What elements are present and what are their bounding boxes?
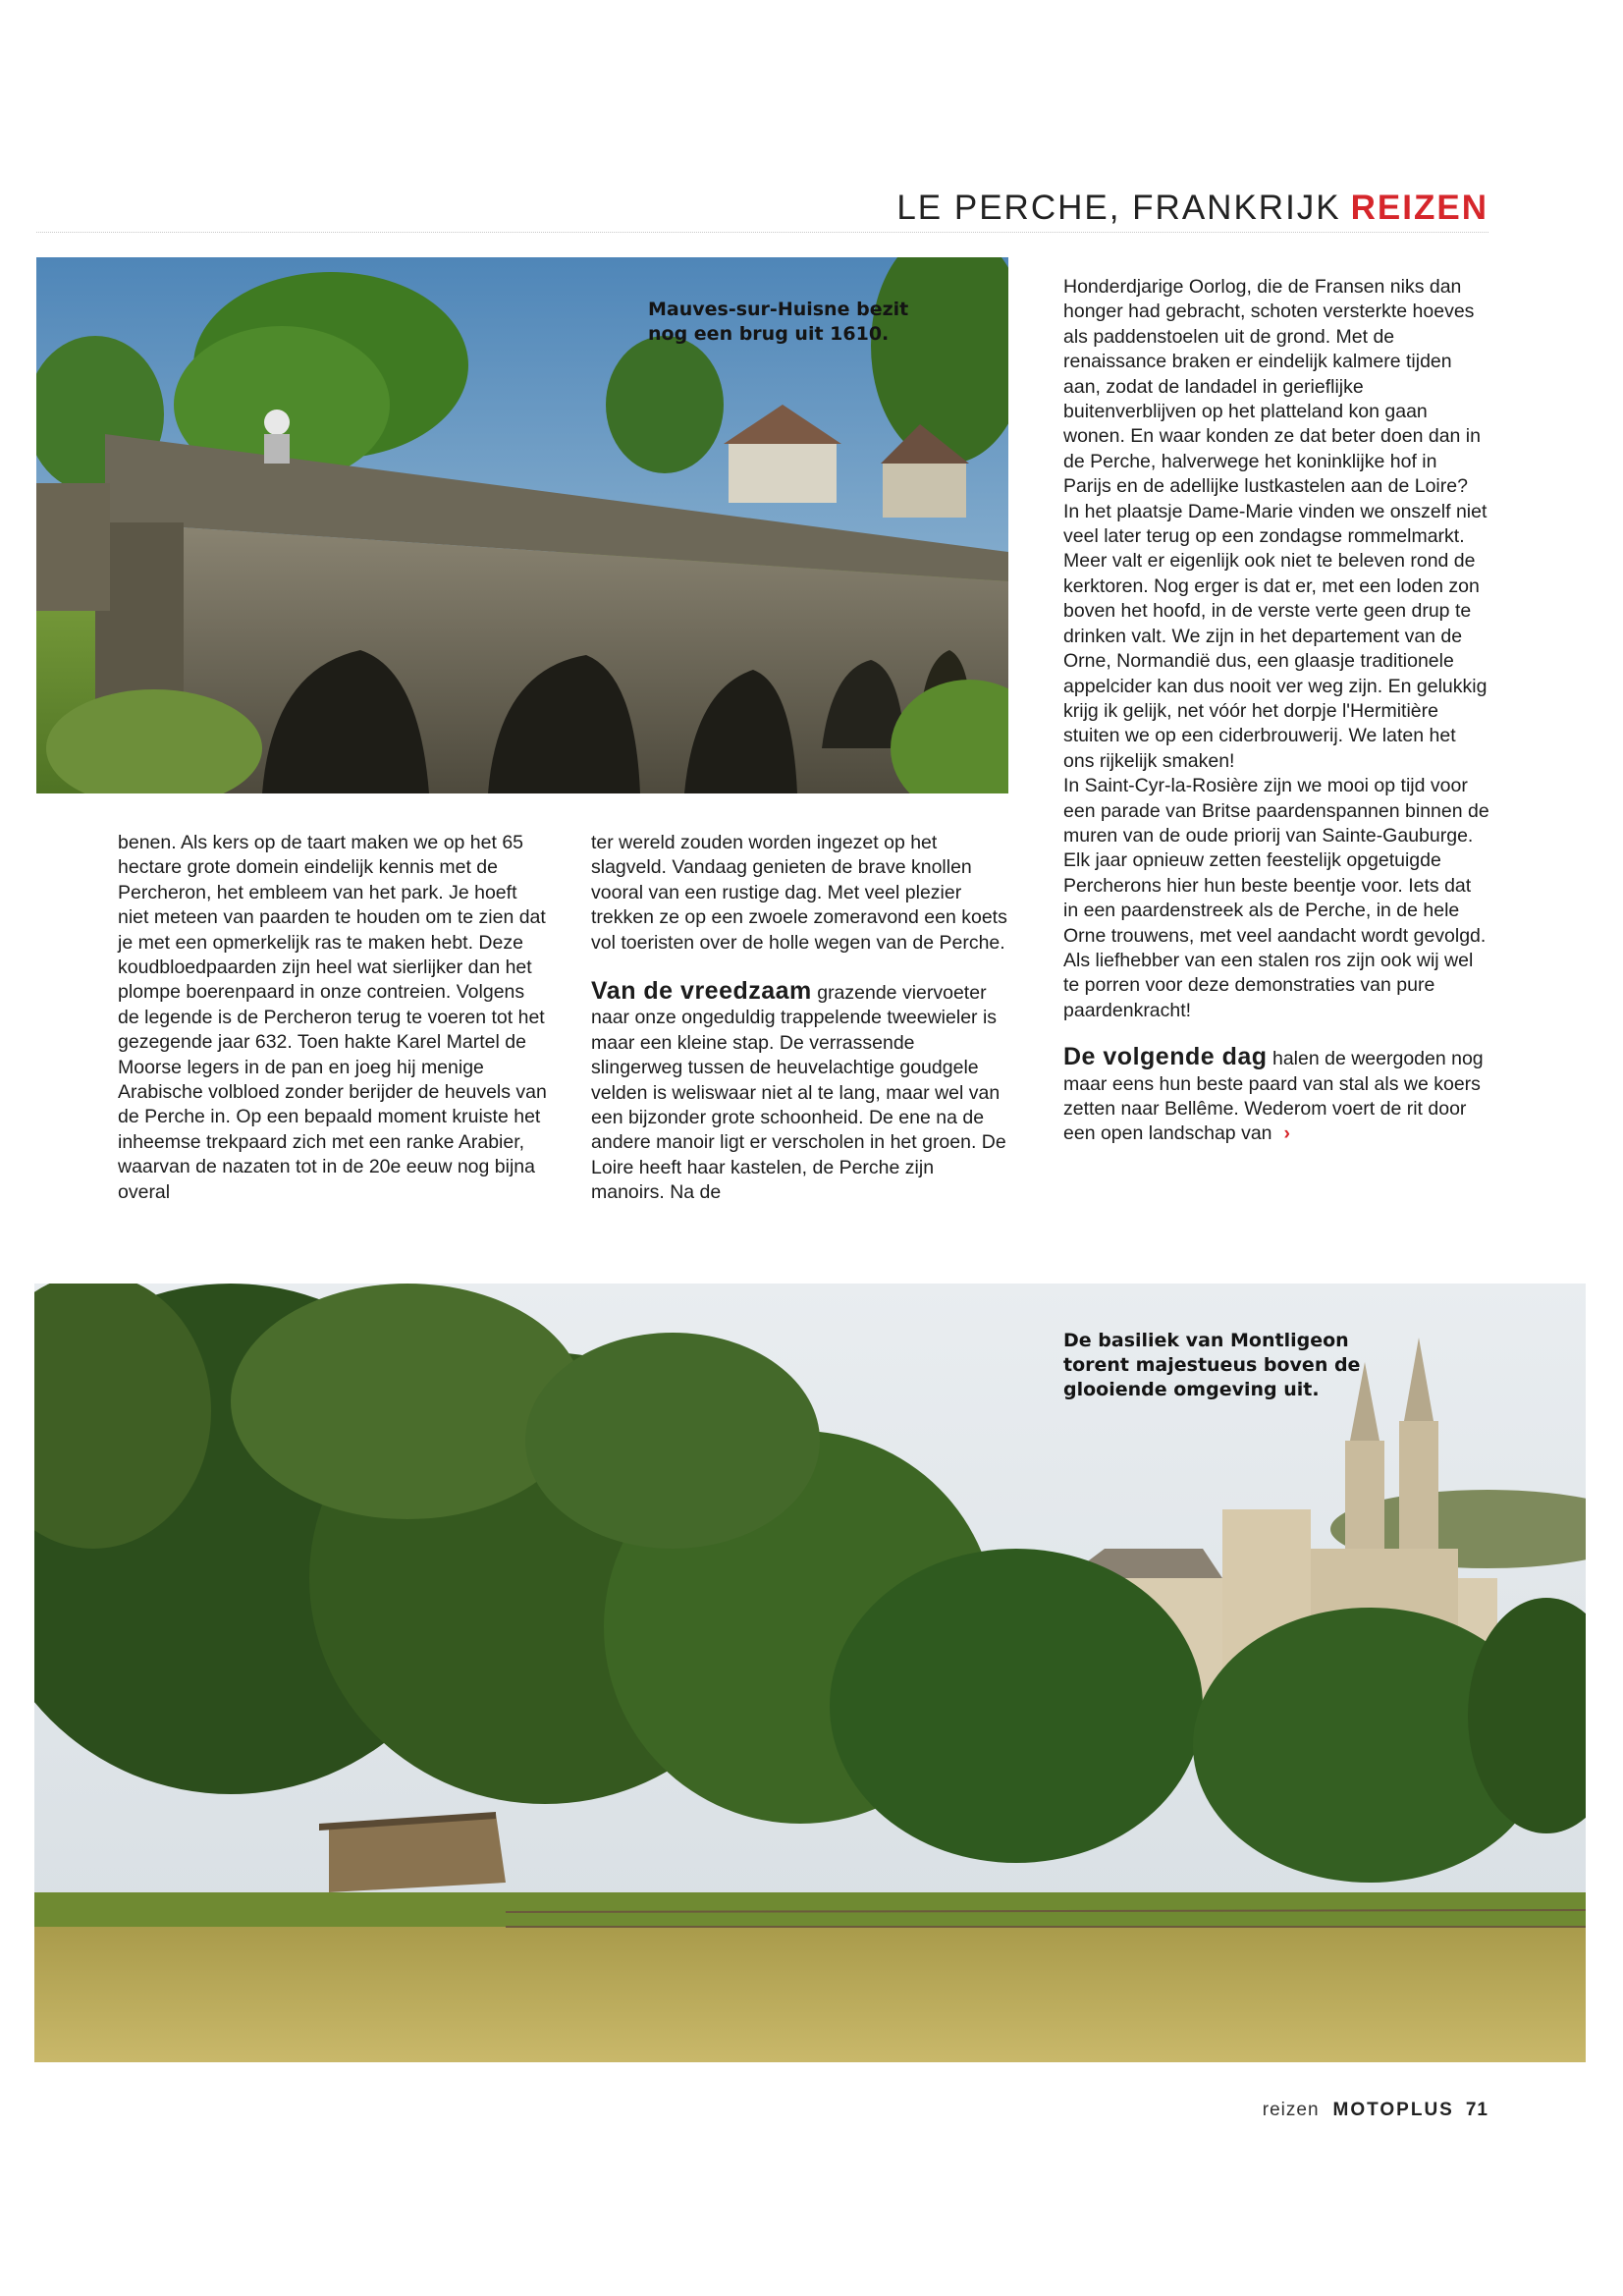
column-3-paragraph-4: [1063, 1045, 1489, 1147]
column-2-paragraph-1: ter wereld zouden worden ingezet op het slagveld. Vandaag genieten de brave knollen vooral van een rustige dag. Met veel plezier trekken ze op een zwoele zomeravond een koets vol toeristen over de holle wegen van de Perche.: [591, 832, 1007, 954]
header-place: LE PERCHE, FRANKRIJK: [896, 189, 1341, 227]
header-divider: [36, 232, 1488, 233]
footer-section: reizen: [1262, 2100, 1320, 2120]
column-2-paragraph-2: [591, 979, 1008, 1206]
column-3-paragraph-3: In Saint-Cyr-la-Rosière zijn we mooi op tijd voor een parade van Britse paardenspannen binnen de muren van de oude priorij van Sainte-Gauburge. Elk jaar opnieuw zetten feestelijk opgetuigde Percherons hier hun beste beentje voor. Iets dat in een paardenstreek als de Perche, in de hele Orne trouwens, met veel aandacht wordt gevolgd. Als liefhebber van een stalen ros zijn ook wij wel te porren voor deze demonstraties van pure paardenkracht!: [1063, 775, 1489, 1021]
page-number: 71: [1465, 2100, 1488, 2120]
column-3-body: halen de weergoden nog maar eens hun beste paard van stal als we koers zetten naar Bellême. Wederom voert de rit door een open landschap van: [1063, 1048, 1484, 1145]
column-2-lead: Van de vreedzaam: [591, 977, 812, 1006]
column-2-body: grazende viervoeter naar onze ongeduldig trappelende tweewieler is maar een kleine stap. De verrassende slingerweg tussen de heuvelachtige goudgele velden is weliswaar niet al te lang, maar wel van een bijzonder grote schoonheid. De ene na de andere manoir ligt er verscholen in het groen. De Loire heeft haar kastelen, de Perche zijn manoirs. Na de: [591, 982, 1006, 1204]
page-footer: [1263, 2100, 1488, 2121]
bridge-caption: Mauves-sur-Huisne bezit nog een brug uit 1610.: [648, 299, 909, 345]
column-3: [1063, 275, 1489, 1147]
column-3-paragraph-2: In het plaatsje Dame-Marie vinden we onszelf niet veel later terug op een zondagse rommelmarkt. Meer valt er eigenlijk ook niet te beleven rond de kerktoren. Nog erger is dat er, met een loden zon boven het hoofd, in de verste verte geen drup te drinken valt. We zijn in het departement van de Orne, Normandië dus, een glaasje traditionele appelcider kan dus nooit ver weg zijn. En gelukkig krijg ik gelijk, net vóór het dorpje l'Hermitière stuiten we op een ciderbrouwerij. We laten het ons rijkelijk smaken!: [1063, 500, 1488, 772]
header-category: REIZEN: [1350, 189, 1488, 227]
continue-arrow-icon: ›: [1283, 1122, 1291, 1145]
footer-magazine: MOTOPLUS: [1332, 2100, 1454, 2120]
column-1-text: benen. Als kers op de taart maken we op het 65 hectare grote domein eindelijk kennis met de Percheron, het embleem van het park. Je hoeft niet meteen van paarden te houden om te zien dat je met een opmerkelijk ras te maken hebt. Deze koudbloedpaarden zijn heel wat sierlijker dan het plompe boerenpaard in onze contreien. Volgens de legende is de Percheron terug te voeren tot het gezegende jaar 632. Toen hakte Karel Martel de Moorse legers in de pan en joeg hij menige Arabische volbloed zonder berijder de heuvels van de Perche in. Op een bepaald moment kruiste het inheemse trekpaard zich met een ranke Arabier, waarvan de nazaten tot in de 20e eeuw nog bijna overal: [118, 832, 547, 1203]
section-header: [896, 189, 1488, 228]
column-2: [591, 831, 1008, 1206]
column-3-paragraph-1: Honderdjarige Oorlog, die de Fransen niks dan honger had gebracht, schoten versterkte hoeves als paddenstoelen uit de grond. Met de renaissance braken er eindelijk kalmere tijden aan, zodat de landadel in gerieflijke buitenverblijven op het platteland kon gaan wonen. En waar konden ze dat beter doen dan in de Perche, halverwege het koninklijke hof in Parijs en de adellijke lustkastelen aan de Loire?: [1063, 276, 1481, 498]
column-1: [118, 831, 547, 1205]
basilica-caption: De basiliek van Montligeon torent majestueus boven de glooiende omgeving uit.: [1063, 1330, 1361, 1400]
column-3-lead: De volgende dag: [1063, 1043, 1268, 1071]
